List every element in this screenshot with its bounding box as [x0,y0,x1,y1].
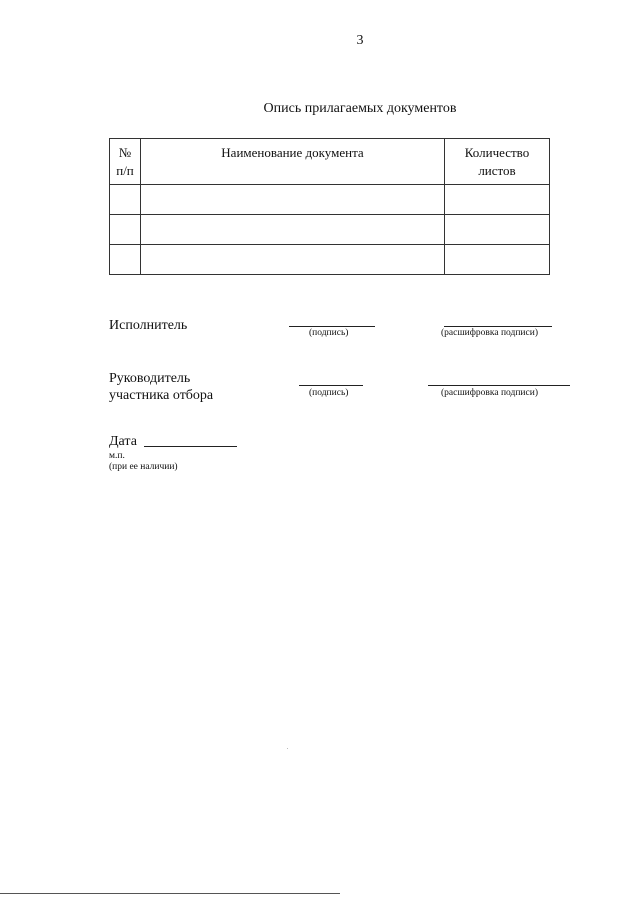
footer-rule [0,893,340,894]
executor-signature-caption: (подпись) [309,328,349,338]
head-label-line1: Руководитель [109,371,191,386]
header-count-line2: листов [478,163,516,178]
row-number-cell [110,215,141,245]
head-signature-caption: (подпись) [309,388,349,398]
header-number-line2: п/п [116,163,134,178]
head-decoding-line [428,385,570,386]
header-document-name: Наименование документа [141,139,445,185]
header-number-line1: № [118,145,132,160]
stamp-place: м.п. [109,451,125,461]
executor-decoding-line [444,326,552,327]
document-title: Опись прилагаемых документов [263,101,457,116]
header-sheet-count [445,139,550,185]
header-number [110,139,141,185]
head-decoding-caption: (расшифровка подписи) [441,388,538,398]
row-name-cell [141,215,445,245]
table-row [110,185,550,215]
stamp-note: (при ее наличии) [109,462,178,472]
date-label: Дата [109,434,137,449]
row-count-cell [445,245,550,275]
table-row [110,245,550,275]
row-count-cell [445,185,550,215]
executor-signature-line [289,326,375,327]
head-label-line2: участника отбора [109,388,214,403]
documents-table [109,138,550,275]
scan-speck [287,748,288,749]
row-number-cell [110,185,141,215]
executor-decoding-caption: (расшифровка подписи) [441,328,538,338]
row-name-cell [141,245,445,275]
head-signature-line [299,385,363,386]
executor-label: Исполнитель [109,318,188,333]
table-row [110,215,550,245]
table-header-row [110,139,550,185]
date-line [144,446,237,447]
header-count-line1: Количество [464,145,530,160]
row-number-cell [110,245,141,275]
row-name-cell [141,185,445,215]
row-count-cell [445,215,550,245]
page-number: 3 [356,33,364,48]
